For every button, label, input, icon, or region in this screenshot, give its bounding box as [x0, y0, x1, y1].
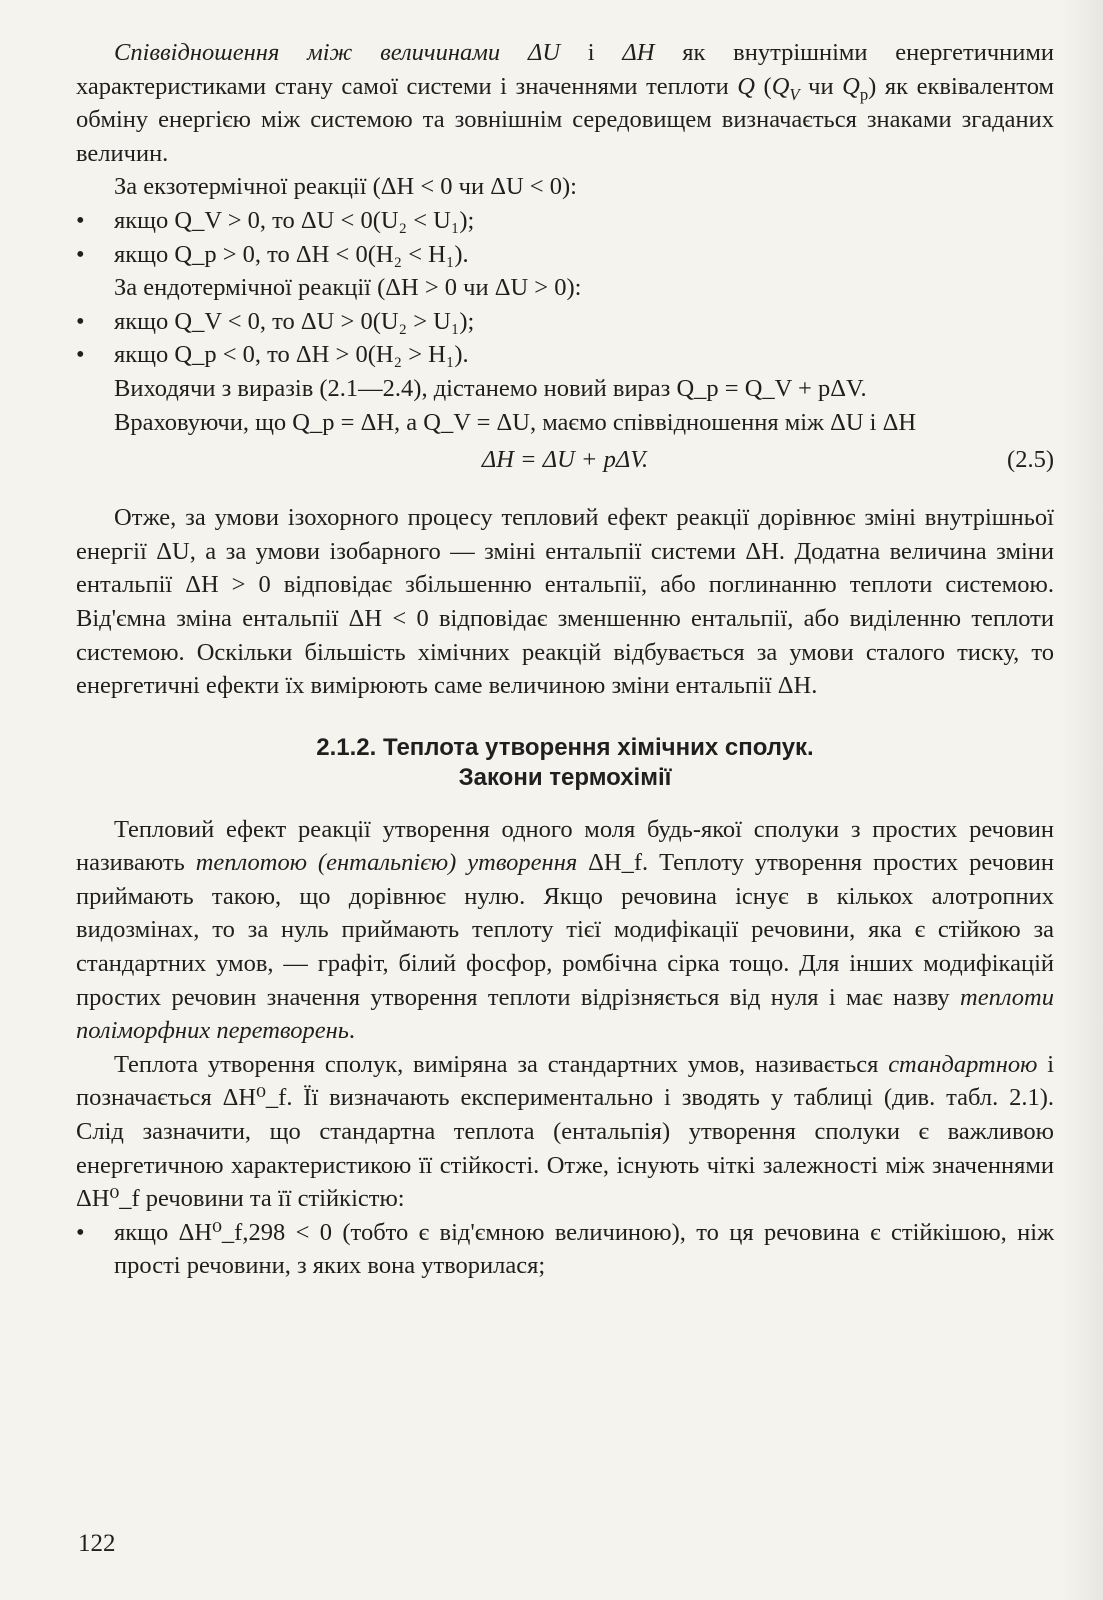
stability-list	[76, 1216, 1054, 1283]
list-item: • якщо ΔH⁰_f,298 < 0 (тобто є від'ємною величиною), то ця речовина є стійкішою, ніж прості речовини, з яких вона утворилася;	[76, 1216, 1054, 1283]
list-item: • якщо Q_V < 0, то ΔU > 0(U₂ > U₁);	[76, 305, 1054, 339]
paragraph-conclusion: Отже, за умови ізохорного процесу тепловий ефект реакції дорівнює зміні внутрішньої енергії ΔU, а за умови ізобарного — зміні ентальпії системи ΔH. Додатна величина зміни ентальпії ΔH > 0 відповідає збільшенню ентальпії, або поглинанню теплоти системою. Від'ємна зміна ентальпії ΔH < 0 відповідає зменшенню ентальпії, або виділенню теплоти системою. Оскільки більшість хімічних реакцій відбувається за умови сталого тиску, то енергетичні ефекти їх вимірюють саме величиною зміни ентальпії ΔH.	[76, 504, 1054, 700]
bullet-icon: •	[76, 240, 85, 268]
section-title-line2: Закони термохімії	[458, 763, 672, 791]
endo-intro: За ендотермічної реакції (ΔH > 0 чи ΔU > 0):	[114, 274, 582, 302]
page-edge-shadow	[1063, 0, 1103, 1600]
paragraph-formation-heat: Тепловий ефект реакції утворення одного моля будь-якої сполуки з простих речовин називають теплотою (ентальпією) утворення ΔH_f. Теплоту утворення простих речовин приймають такою, що дорівнює нулю. Якщо речовина існує в кількох алотропних видозмінах, то за нуль приймають теплоту тієї модифікації речовини, яка є стійкою за стандартних умов, — графіт, білий фосфор, ромбічна сірка тощо. Для інших модифікацій простих речовин значення утворення теплоти відрізняється від нуля і має назву теплоти поліморфних перетворень.	[76, 815, 1054, 1045]
endo-list	[76, 305, 1054, 372]
section-heading	[76, 733, 1054, 793]
italic-lead: Співвідношення між величинами	[114, 39, 501, 66]
exo-list	[76, 204, 1054, 271]
page-number: 122	[78, 1530, 116, 1557]
page-body	[76, 36, 1054, 1283]
paragraph-ratio: Враховуючи, що Q_p = ΔH, а Q_V = ΔU, маємо співвідношення між ΔU і ΔH	[114, 408, 917, 436]
equation-formula: ΔH = ΔU + pΔV.	[481, 446, 649, 474]
paragraph-relation: Співвідношення між величинами ΔU і ΔH як внутрішніми енергетичними характеристиками стану самої системи і значеннями теплоти Q ($Q_V$ чи $Q_p$) як еквівалентом обміну енергією між системою та зовнішнім середовищем визначається знаками згаданих величин.	[76, 39, 1054, 167]
list-item: • якщо Q_V > 0, то ΔU < 0(U₂ < U₁);	[76, 204, 1054, 238]
list-item: • якщо Q_p < 0, то ΔH > 0(H₂ > H₁).	[76, 338, 1054, 372]
paragraph-standard-heat: Теплота утворення сполук, виміряна за стандартних умов, називається стандартною і позначається ΔH⁰_f. Її визначають експериментально і зводять у таблиці (див. табл. 2.1). Слід зазначити, що стандартна теплота (ентальпія) утворення сполуки є важливою енергетичною характеристикою її стійкості. Отже, існують чіткі залежності між значеннями ΔH⁰_f речовини та її стійкістю:	[76, 1050, 1055, 1213]
equation-2-5	[76, 443, 1054, 489]
section-title-line1: 2.1.2. Теплота утворення хімічних сполук.	[316, 733, 814, 761]
bullet-icon: •	[76, 307, 85, 335]
bullet-icon: •	[76, 206, 85, 234]
list-item: • якщо Q_p > 0, то ΔH < 0(H₂ < H₁).	[76, 238, 1054, 272]
equation-number: (2.5)	[1007, 446, 1054, 474]
bullet-icon: •	[76, 341, 85, 369]
exo-intro: За екзотермічної реакції (ΔH < 0 чи ΔU < 0):	[114, 173, 577, 201]
bullet-icon: •	[76, 1218, 85, 1246]
paragraph-expression: Виходячи з виразів (2.1—2.4), дістанемо новий вираз Q_p = Q_V + pΔV.	[114, 374, 867, 402]
